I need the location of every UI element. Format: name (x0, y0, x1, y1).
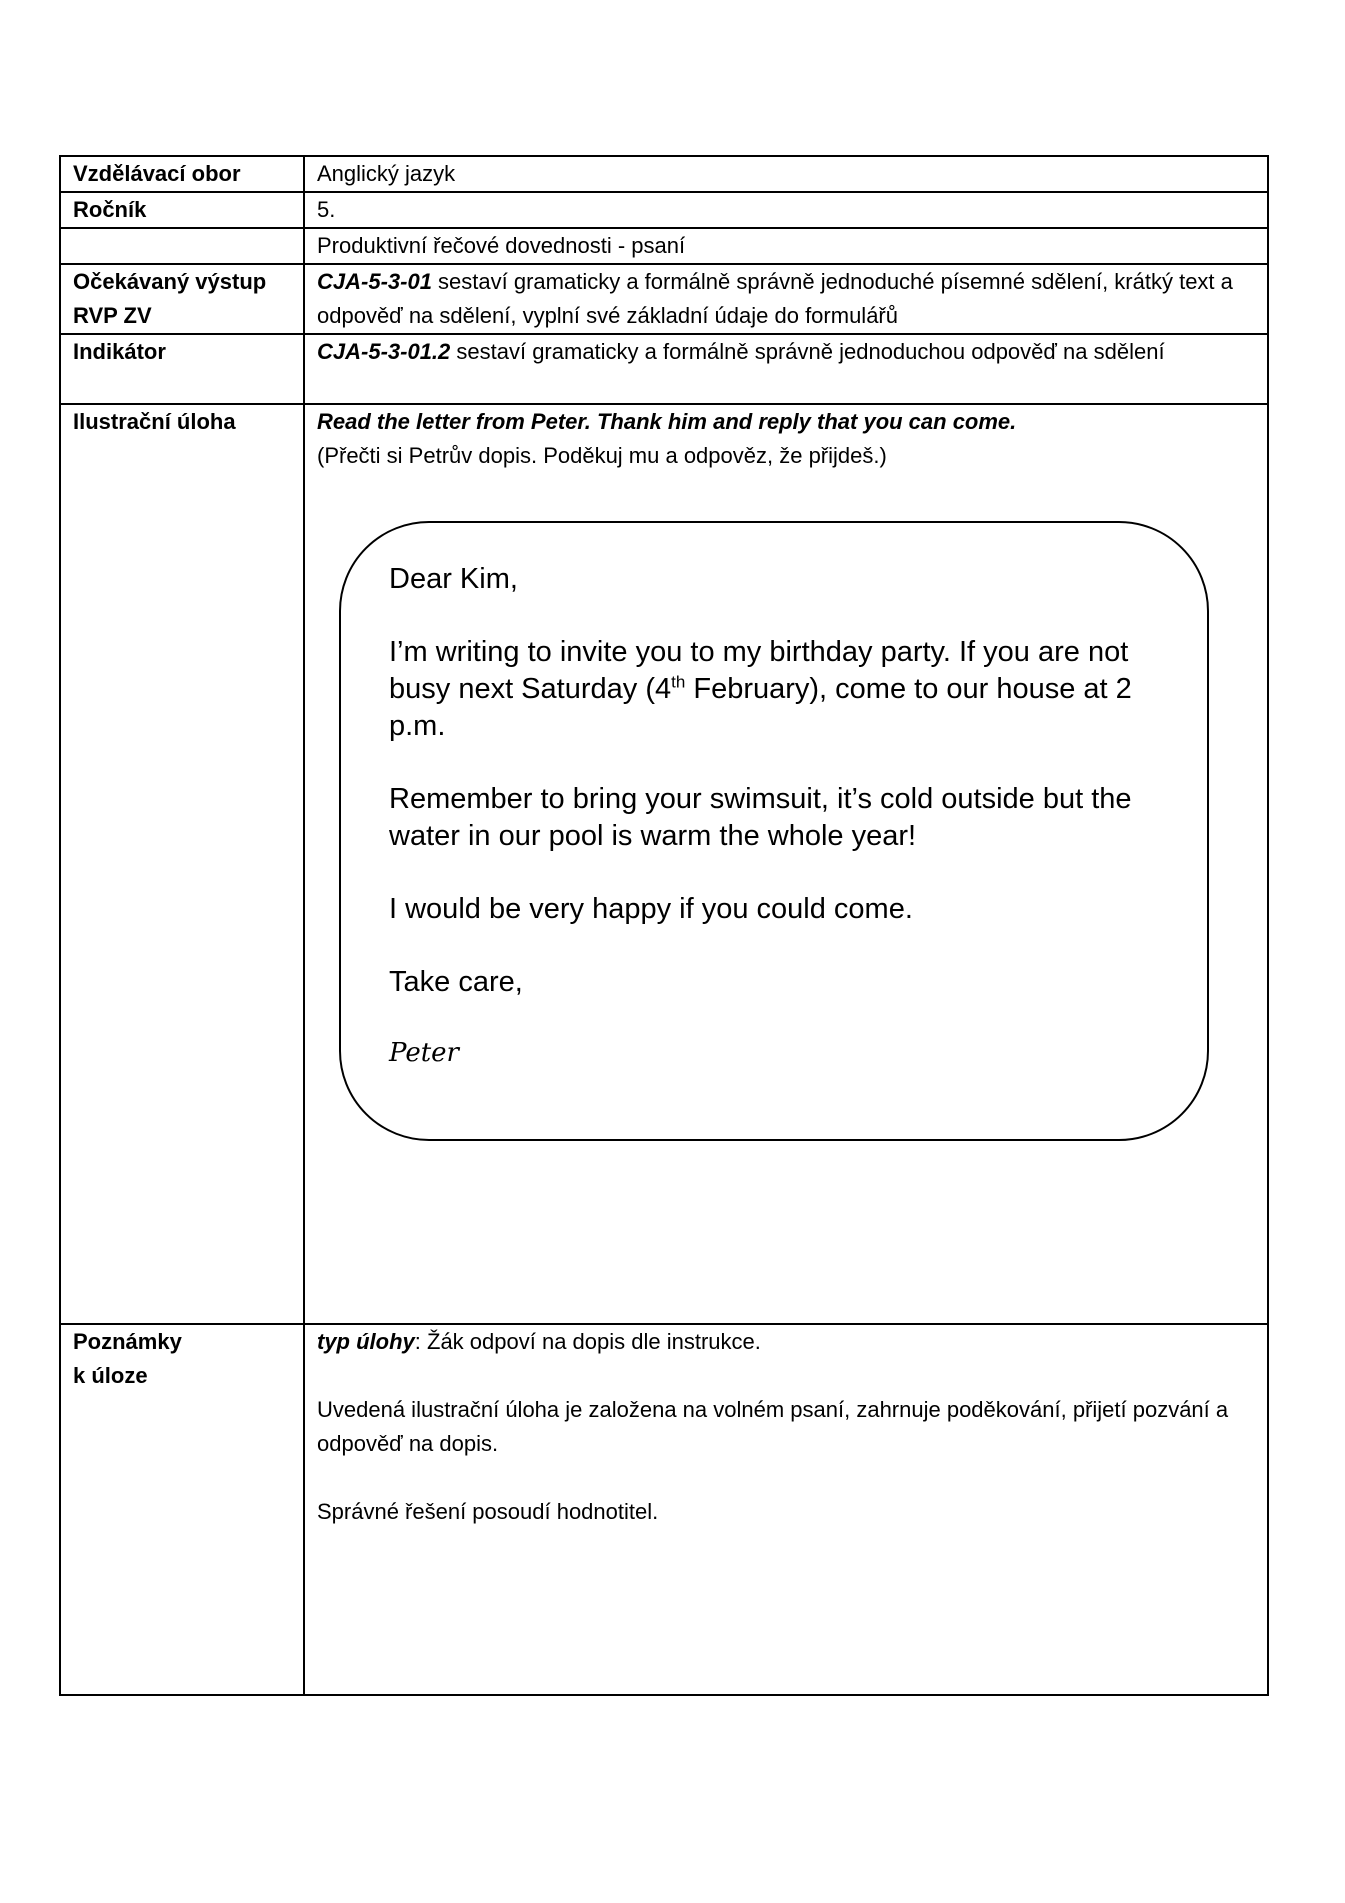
obor-value: Anglický jazyk (304, 156, 1268, 192)
indikator-value (304, 334, 1268, 404)
poznamky-label-line2: k úloze (73, 1363, 148, 1388)
uloha-instruction: Read the letter from Peter. Thank him and reply that you can come. (317, 409, 1017, 434)
letter-paragraph-happy: I would be very happy if you could come. (389, 893, 913, 925)
poznamky-label (60, 1324, 304, 1695)
row-rocnik (60, 192, 1268, 228)
poznamky-type-label: typ úlohy (317, 1329, 415, 1354)
uloha-translation: (Přečti si Petrův dopis. Poděkuj mu a odpověz, že přijdeš.) (317, 443, 887, 468)
poznamky-type-text: : Žák odpoví na dopis dle instrukce. (414, 1329, 761, 1354)
poznamky-paragraph-3: Správné řešení posoudí hodnotitel. (317, 1499, 659, 1524)
rocnik-value: 5. (304, 192, 1268, 228)
oblast-value: Produktivní řečové dovednosti - psaní (304, 228, 1268, 264)
poznamky-label-line1: Poznámky (73, 1329, 182, 1354)
poznamky-type (317, 1325, 1255, 1359)
oblast-label (60, 228, 304, 264)
row-obor (60, 156, 1268, 192)
task-table (59, 155, 1269, 1696)
vystup-label-line1: Očekávaný výstup (73, 269, 267, 294)
letter-p1-sup: th (671, 672, 686, 692)
letter-box (339, 521, 1209, 1141)
letter-greeting: Dear Kim, (389, 563, 518, 595)
uloha-label: Ilustrační úloha (60, 404, 304, 1324)
vystup-value (304, 264, 1268, 334)
vystup-text: sestaví gramaticky a formálně správně jednoduché písemné sdělení, krátký text a odpověď na sdělení, vyplní své základní údaje do formulářů (317, 269, 1233, 328)
indikator-text: sestaví gramaticky a formálně správně jednoduchou odpověď na sdělení (450, 339, 1165, 364)
letter-p1-b: February), come to our house at 2 p.m. (389, 673, 1132, 742)
letter-signature: Peter (389, 1038, 459, 1068)
letter-paragraph-swimsuit: Remember to bring your swimsuit, it’s cold outside but the water in our pool is warm the whole year! (389, 783, 1132, 852)
row-vystup (60, 264, 1268, 334)
uloha-value (304, 404, 1268, 1324)
poznamky-paragraph-2: Uvedená ilustrační úloha je založena na volném psaní, zahrnuje poděkování, přijetí pozvání a odpověď na dopis. (317, 1397, 1229, 1456)
indikator-code: CJA-5-3-01.2 (317, 339, 451, 364)
poznamky-value (304, 1324, 1268, 1695)
vystup-label-line2: RVP ZV (73, 303, 152, 328)
vystup-label (60, 264, 304, 334)
row-oblast (60, 228, 1268, 264)
obor-label: Vzdělávací obor (60, 156, 304, 192)
letter-paragraph-invite (389, 634, 1167, 745)
vystup-code: CJA-5-3-01 (317, 269, 432, 294)
row-poznamky (60, 1324, 1268, 1695)
row-indikator (60, 334, 1268, 404)
rocnik-label: Ročník (60, 192, 304, 228)
indikator-label: Indikátor (60, 334, 304, 404)
letter-closing: Take care, (389, 966, 523, 998)
letter-p1-a: I’m writing to invite you to my birthday party. If you are not busy next Saturday (4 (389, 636, 1129, 705)
row-uloha (60, 404, 1268, 1324)
